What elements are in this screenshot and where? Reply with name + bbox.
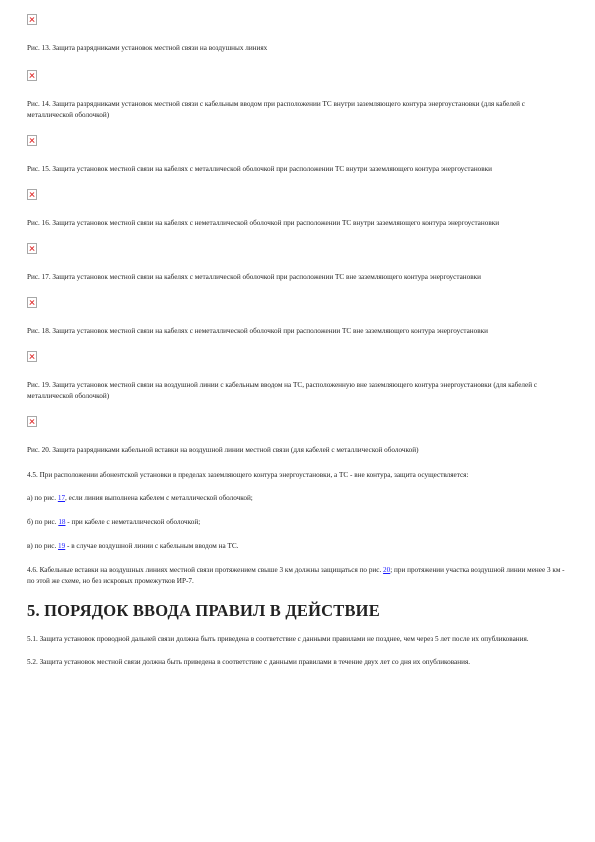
- paragraph-5-2: 5.2. Защита установок местной связи должна быть приведена в соответствие с данными правилами в течение двух лет со дня их опубликования.: [27, 658, 471, 666]
- broken-image-icon: [27, 243, 37, 254]
- section-5-heading: 5. ПОРЯДОК ВВОДА ПРАВИЛ В ДЕЙСТВИЕ: [27, 601, 380, 620]
- document-body: [27, 14, 572, 680]
- broken-image-icon: [27, 135, 37, 146]
- broken-image-icon: [27, 351, 37, 362]
- figure-17-link[interactable]: 17: [57, 494, 66, 502]
- figure-caption: Рис. 18. Защита установок местной связи на кабелях с неметаллической оболочкой при расположении ТС вне заземляющего контура энергоустановки: [27, 327, 488, 335]
- figure-caption: Рис. 15. Защита установок местной связи на кабелях с металлической оболочкой при расположении ТС внутри заземляющего контура энергоустановки: [27, 165, 493, 173]
- broken-image-icon: [27, 189, 37, 200]
- figure-caption: Рис. 17. Защита установок местной связи на кабелях с металлической оболочкой при расположении ТС вне заземляющего контура энергоустановки: [27, 273, 481, 281]
- figure-caption: Рис. 13. Защита разрядниками установок местной связи на воздушных линиях: [27, 44, 268, 52]
- paragraph-5-1: 5.1. Защита установок проводной дальней связи должна быть приведена в соответствие с данными правилами не позднее, чем через 5 лет после их опубликования.: [27, 635, 529, 643]
- broken-image-icon: [27, 297, 37, 308]
- list-item-b: б) по рис. 18 - при кабеле с неметаллической оболочкой;: [27, 518, 201, 526]
- broken-image-icon: [27, 416, 37, 427]
- list-item-c: в) по рис. 19 - в случае воздушной линии с кабельным вводом на ТС.: [27, 542, 239, 550]
- figure-caption: Рис. 16. Защита установок местной связи на кабелях с неметаллической оболочкой при расположении ТС внутри заземляющего контура энергоустановки: [27, 219, 500, 227]
- figure-19-link[interactable]: 19: [58, 542, 66, 550]
- figure-caption: Рис. 20. Защита разрядниками кабельной вставки на воздушной линии местной связи (для кабелей с металлической оболочкой): [27, 446, 419, 454]
- figure-caption: Рис. 14. Защита разрядниками установок местной связи с кабельным вводом при расположении ТС внутри заземляющего контура энергоустановки (для кабелей с металлической оболочкой): [27, 100, 525, 119]
- list-item-a: а) по рис. 17, если линия выполнена кабелем с металлической оболочкой;: [27, 494, 253, 502]
- paragraph-4-6: 4.6. Кабельные вставки на воздушных линиях местной связи протяжением свыше 3 км должны защищаться по рис. 20; при протяжении участка воздушной линии менее 3 км - по этой же схеме, но без искровых промежутков ИР-7.: [27, 566, 565, 585]
- broken-image-icon: [27, 14, 37, 25]
- paragraph-4-5: 4.5. При расположении абонентской установки в пределах заземляющего контура энергоустановки, а ТС - вне контура, защита осуществляется:: [27, 471, 469, 479]
- figure-caption: Рис. 19. Защита установок местной связи на воздушной линии с кабельным вводом на ТС, расположенную вне заземляющего контура энергоустановки (для кабелей с металлической оболочкой): [27, 381, 538, 400]
- figure-20-link[interactable]: 20: [383, 566, 391, 574]
- broken-image-icon: [27, 70, 37, 81]
- figure-18-link[interactable]: 18: [58, 518, 66, 526]
